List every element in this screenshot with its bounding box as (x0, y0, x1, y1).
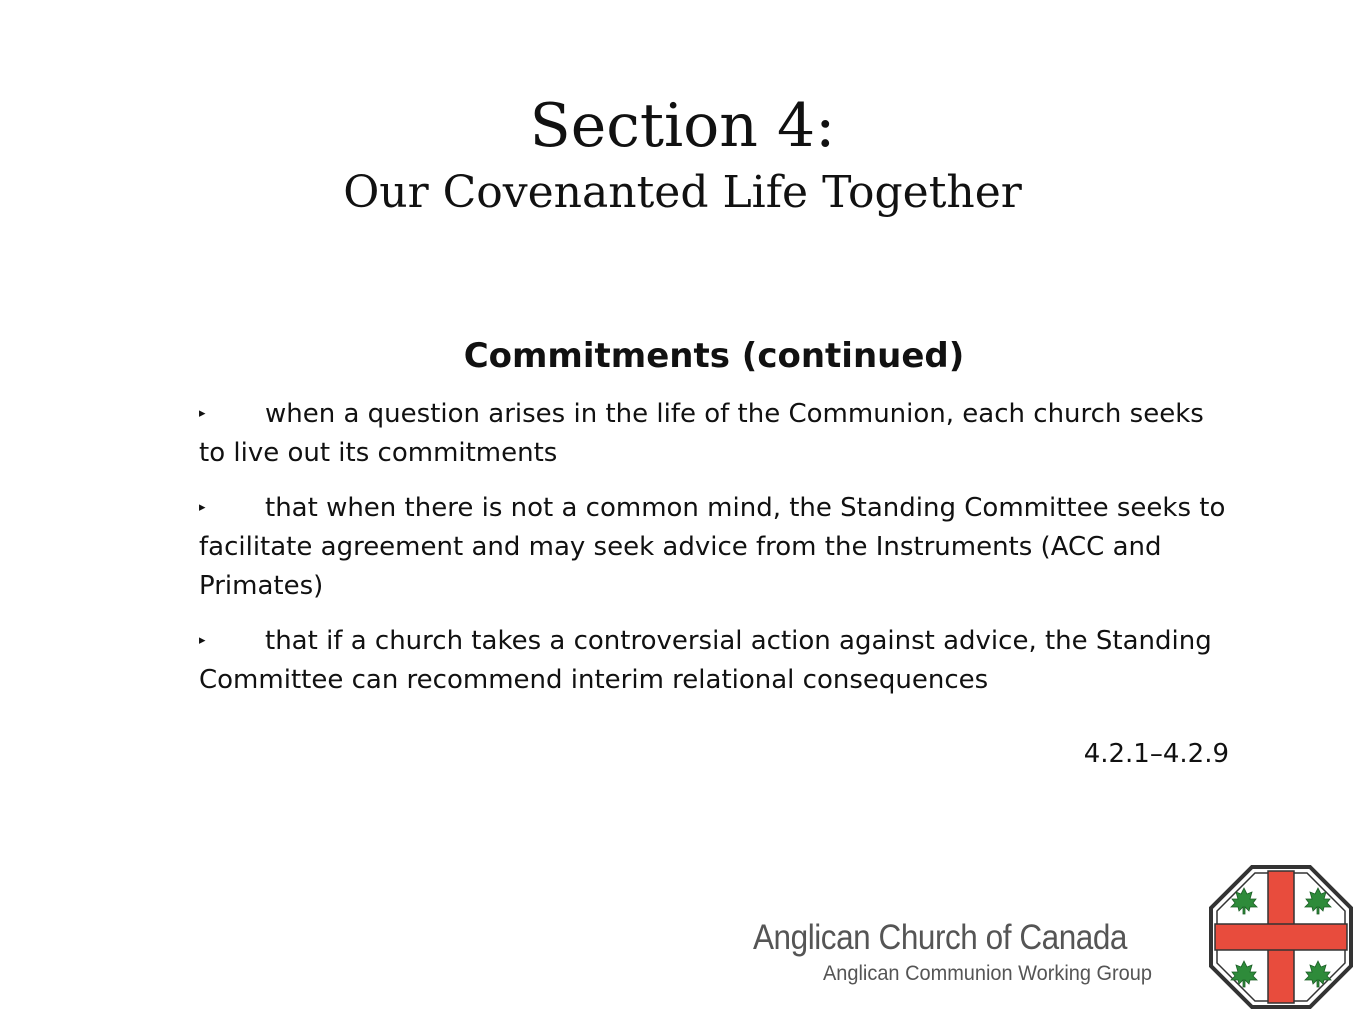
footer-group: Anglican Communion Working Group (823, 962, 1152, 985)
footer-organization: Anglican Church of Canada (753, 918, 1128, 957)
bullet-text: that when there is not a common mind, the Standing Committee seeks to facilitate agreement and may seek advice from the Instruments (ACC and Primates) (199, 493, 1226, 601)
bullet-arrow-icon: ▸ (199, 500, 206, 515)
slide-title-block (0, 88, 1365, 222)
slide-content (199, 334, 1229, 772)
maple-leaf-cross-logo-icon (1208, 864, 1354, 1010)
bullet-item (199, 394, 1229, 473)
bullet-item (199, 621, 1229, 700)
bullet-arrow-icon: ▸ (199, 633, 206, 648)
bullet-arrow-icon: ▸ (199, 406, 206, 421)
slide-subtitle: Our Covenanted Life Together (343, 167, 1022, 218)
bullet-text: when a question arises in the life of the Communion, each church seeks to live out its commitments (199, 399, 1204, 468)
section-reference: 4.2.1–4.2.9 (1083, 739, 1229, 769)
bullet-text: that if a church takes a controversial action against advice, the Standing Committee can recommend interim relational consequences (199, 626, 1212, 695)
section-heading: Commitments (continued) (463, 336, 965, 376)
slide-title: Section 4: (529, 91, 836, 161)
bullet-item (199, 488, 1229, 606)
footer-branding (753, 916, 1169, 988)
